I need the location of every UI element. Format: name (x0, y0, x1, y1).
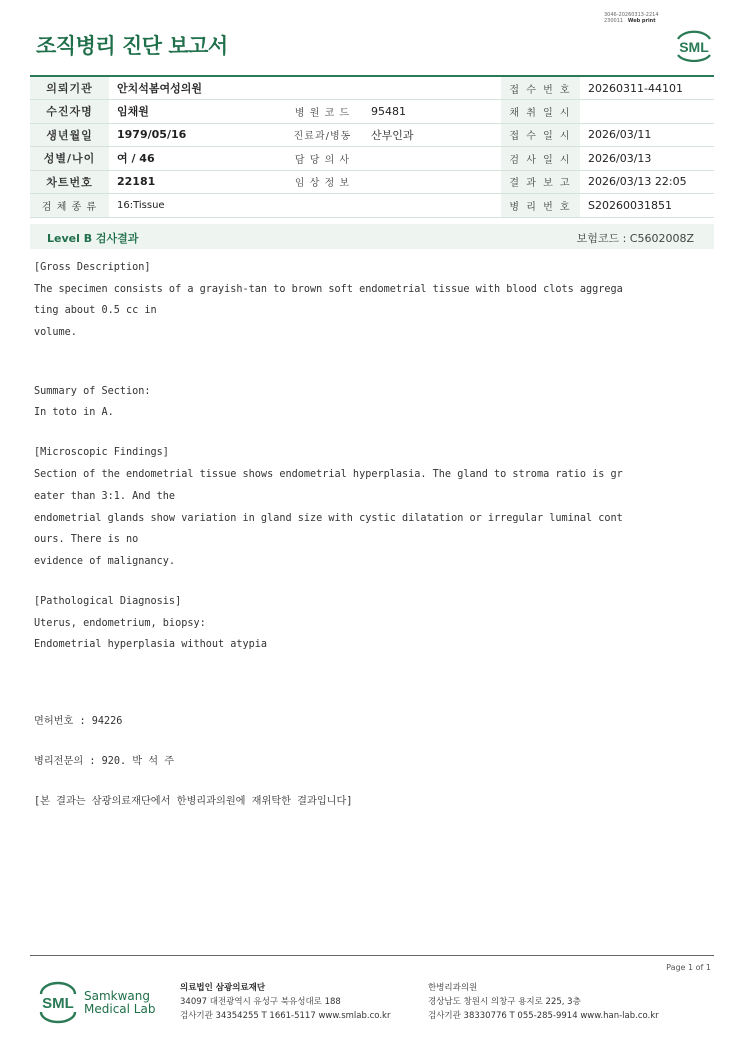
pathologist: 병리전문의 : 920. 박 석 주 (34, 756, 175, 767)
diagnosis-line: Uterus, endometrium, biopsy: (34, 618, 206, 629)
clinical-info-label: 임 상 정 보 (282, 170, 363, 194)
test-date-value: 2026/03/13 (580, 147, 714, 171)
brand-line1: Samkwang (84, 989, 150, 1003)
microscopic-line: evidence of malignancy. (34, 556, 176, 567)
summary-header: Summary of Section: (34, 386, 151, 397)
birthdate-value: 1979/05/16 (109, 123, 282, 147)
sml-logo-icon (36, 978, 80, 1026)
sml-logo-text: SML (42, 995, 74, 1012)
microscopic-line: endometrial glands show variation in gland size with cystic dilatation or irregular luminal cont (34, 513, 623, 524)
chart-number-label: 차트번호 (30, 170, 109, 194)
patient-name-label: 수진자명 (30, 100, 109, 124)
microscopic-line: eater than 3:1. And the (34, 491, 176, 502)
print-code-line2 (604, 18, 659, 24)
requester-value: 안치석봄여성의원 (109, 76, 501, 100)
physician-label: 담 당 의 사 (282, 147, 363, 171)
chart-number-value: 22181 (109, 170, 282, 194)
page-number: Page 1 of 1 (666, 963, 711, 972)
gross-line: The specimen consists of a grayish-tan to brown soft endometrial tissue with blood clots aggrega (34, 284, 623, 295)
footer-divider (30, 955, 714, 956)
info-row (30, 123, 714, 147)
diagnosis-line: Endometrial hyperplasia without atypia (34, 639, 268, 650)
web-print-label: Web print (627, 18, 656, 24)
clinical-info-value (363, 170, 501, 194)
birthdate-label: 생년월일 (30, 123, 109, 147)
microscopic-line: Section of the endometrial tissue shows endometrial hyperplasia. The gland to stroma ratio is gr (34, 469, 623, 480)
sex-age-label: 성별/나이 (30, 147, 109, 171)
physician-value (363, 147, 501, 171)
accession-label: 접 수 번 호 (501, 76, 580, 100)
org1-name: 의료법인 삼광의료재단 (180, 983, 266, 993)
org1-contact: 검사기관 34354255 T 1661-5117 www.smlab.co.kr (180, 1011, 391, 1021)
microscopic-line: ours. There is no (34, 534, 139, 545)
hospital-code-value: 95481 (363, 100, 501, 124)
referral-note: [본 결과는 삼광의료재단에서 한병리과의원에 재위탁한 결과입니다] (34, 796, 353, 807)
org2-address: 경상남도 창원시 의창구 용지로 225, 3층 (428, 997, 581, 1007)
patient-info-table (30, 75, 714, 218)
received-date-value: 2026/03/11 (580, 123, 714, 147)
requester-label: 의뢰기관 (30, 76, 109, 100)
info-row (30, 194, 714, 218)
license-number: 면허번호 : 94226 (34, 716, 123, 727)
received-date-label: 접 수 일 시 (501, 123, 580, 147)
org2-contact: 검사기관 38330776 T 055-285-9914 www.han-lab.co.kr (428, 1011, 659, 1021)
patient-name-value: 임채원 (109, 100, 282, 124)
summary-line: In toto in A. (34, 407, 114, 418)
info-row (30, 76, 714, 100)
info-row (30, 147, 714, 171)
test-date-label: 검 사 일 시 (501, 147, 580, 171)
org2-name: 한병리과의원 (428, 983, 478, 993)
gross-line: volume. (34, 327, 77, 338)
report-date-label: 결 과 보 고 (501, 170, 580, 194)
accession-value: 20260311-44101 (580, 76, 714, 100)
lab-address-secondary (428, 981, 659, 1023)
info-row (30, 100, 714, 124)
sml-logo-text: SML (679, 39, 709, 55)
info-row (30, 170, 714, 194)
report-title: 조직병리 진단 보고서 (36, 34, 228, 58)
pathology-number-value: S20260031851 (580, 194, 714, 218)
brand-name (84, 990, 155, 1016)
microscopic-header: [Microscopic Findings] (34, 447, 169, 458)
org1-address: 34097 대전광역시 유성구 북유성대로 188 (180, 997, 341, 1007)
diagnosis-header: [Pathological Diagnosis] (34, 596, 182, 607)
collection-date-label: 채 취 일 시 (501, 100, 580, 124)
gross-line: ting about 0.5 cc in (34, 305, 157, 316)
lab-address-primary (180, 981, 390, 1023)
pathology-number-label: 병 리 번 호 (501, 194, 580, 218)
department-value: 산부인과 (363, 123, 501, 147)
brand-line2: Medical Lab (84, 1002, 156, 1016)
specimen-type-label: 검 체 종 류 (30, 194, 109, 218)
department-label: 진료과/병동 (282, 123, 363, 147)
gross-header: [Gross Description] (34, 262, 151, 273)
insurance-code: 보험코드 : C5602008Z (576, 232, 694, 245)
hospital-code-label: 병 원 코 드 (282, 100, 363, 124)
sex-age-value: 여 / 46 (109, 147, 282, 171)
report-date-value: 2026/03/13 22:05 (580, 170, 714, 194)
result-level-label: Level B 검사결과 (47, 232, 139, 245)
result-level-bar (30, 224, 714, 249)
print-code (604, 12, 659, 24)
print-code-number: 230011 (604, 18, 624, 24)
specimen-type-value: 16:Tissue (109, 194, 501, 218)
print-code-line1: 3046-20260313-2214 (604, 12, 659, 18)
collection-date-value (580, 100, 714, 124)
sml-logo-icon (672, 26, 716, 64)
